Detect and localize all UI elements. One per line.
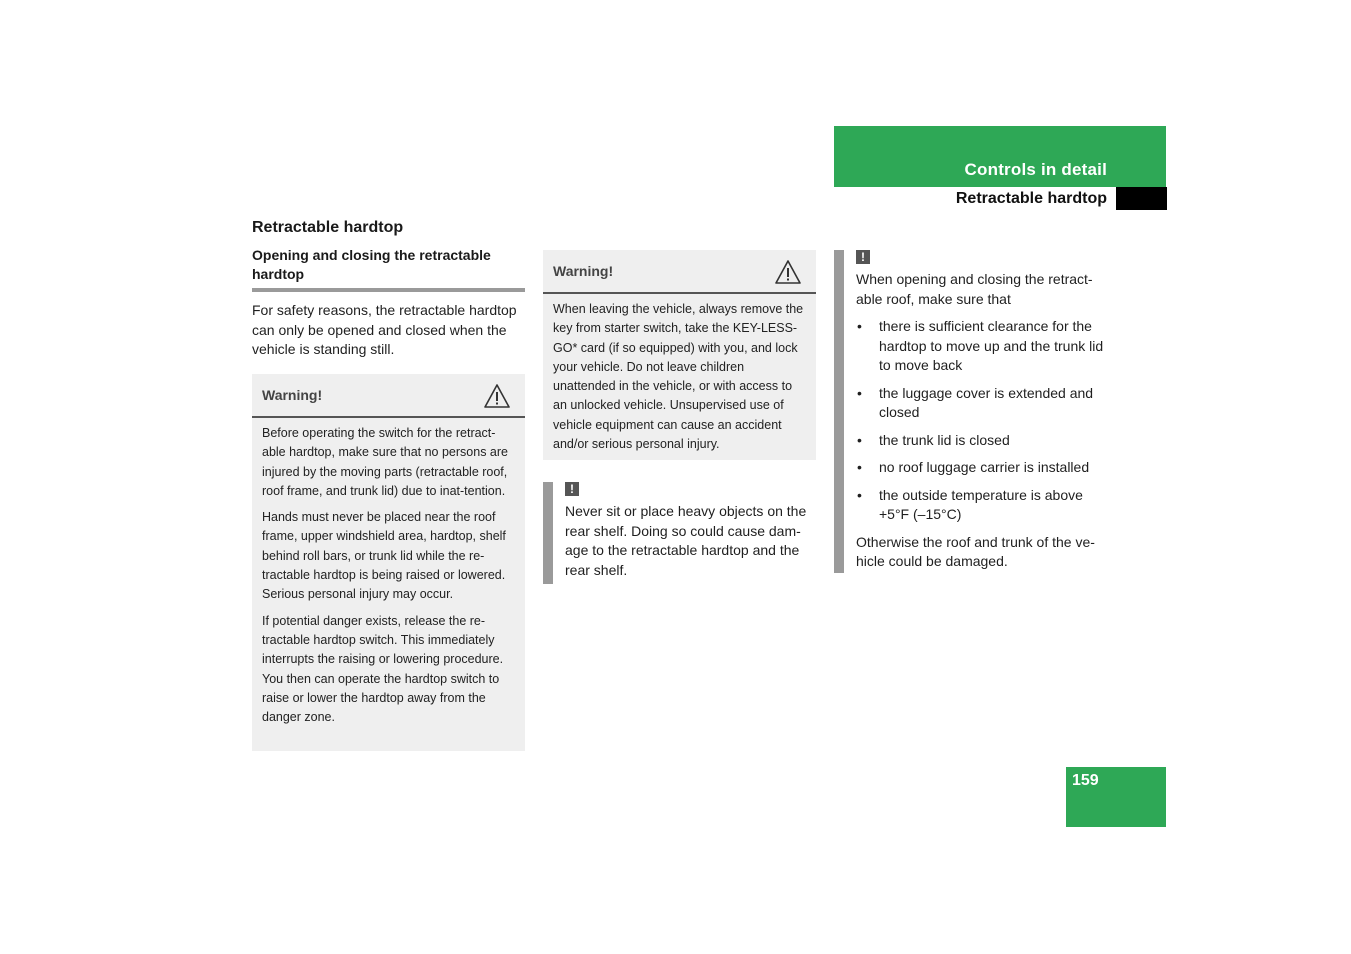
warning-box-operation [252, 374, 525, 751]
notice-text: Never sit or place heavy objects on the rear shelf. Doing so could cause dam-age to the retractable hardtop and the rear shelf. [565, 503, 807, 578]
page-heading: Retractable hardtop [252, 219, 404, 236]
section-title: Retractable hardtop [955, 190, 1107, 207]
list-item: • the outside temperature is above +5°F (–15°C) [856, 486, 1114, 525]
warning-paragraph: Hands must never be placed near the roof frame, upper windshield area, hardtop, shelf behind roll bars, or trunk lid while the re-tractable hardtop is being raised or lowered. Serious personal injury may occur. [262, 510, 506, 602]
notice-box-rear-shelf [543, 482, 816, 584]
subheading: Opening and closing the retractable hardtop [252, 246, 525, 292]
exclamation-icon: ! [856, 250, 870, 264]
warning-paragraph: Before operating the switch for the retract-able hardtop, make sure that no persons are injured by the moving parts (retractable roof, roof frame, and trunk lid) due to inat-tention. [262, 426, 508, 498]
intro-paragraph: For safety reasons, the retractable hardtop can only be opened and closed when the vehicle is standing still. [252, 302, 517, 357]
warning-label: Warning! [553, 263, 614, 279]
notice-intro: When opening and closing the retract-able roof, make sure that [856, 271, 1093, 307]
warning-paragraph: If potential danger exists, release the re-tractable hardtop switch. This immediately interrupts the raising or lowering procedure. You then can operate the hardtop switch to raise or lower the hardtop away from the danger zone. [262, 613, 504, 725]
warning-body [543, 294, 816, 462]
section-marker [1116, 187, 1167, 210]
warning-triangle-icon [483, 383, 511, 409]
list-item: • the trunk lid is closed [856, 431, 1114, 451]
page-number: 159 [1072, 772, 1099, 789]
warning-header [252, 374, 525, 418]
list-item: • the luggage cover is extended and closed [856, 384, 1114, 423]
page-number-tab [1066, 767, 1166, 827]
list-item: • there is sufficient clearance for the hardtop to move up and the trunk lid to move back [856, 317, 1114, 376]
warning-paragraph: When leaving the vehicle, always remove the key from starter switch, take the KEY-LESS-GO* card (if so equipped) with you, and lock your vehicle. Do not leave children unattended in the vehicle, or with access to an unlocked vehicle. Unsupervised use of vehicle equipment can cause an accident and/or serious personal injury. [553, 302, 804, 452]
warning-box-leaving-vehicle [543, 250, 816, 460]
notice-outro: Otherwise the roof and trunk of the ve-hicle could be damaged. [856, 533, 1095, 569]
bullet-list [856, 317, 1114, 525]
warning-body [252, 418, 525, 735]
warning-label: Warning! [262, 387, 323, 403]
chapter-title: Controls in detail [964, 160, 1107, 179]
exclamation-icon: ! [565, 482, 579, 496]
chapter-tab [834, 126, 1166, 187]
notice-box-roof-operation [834, 250, 1114, 573]
warning-triangle-icon [774, 259, 802, 285]
warning-header [543, 250, 816, 294]
list-item: • no roof luggage carrier is installed [856, 458, 1114, 478]
